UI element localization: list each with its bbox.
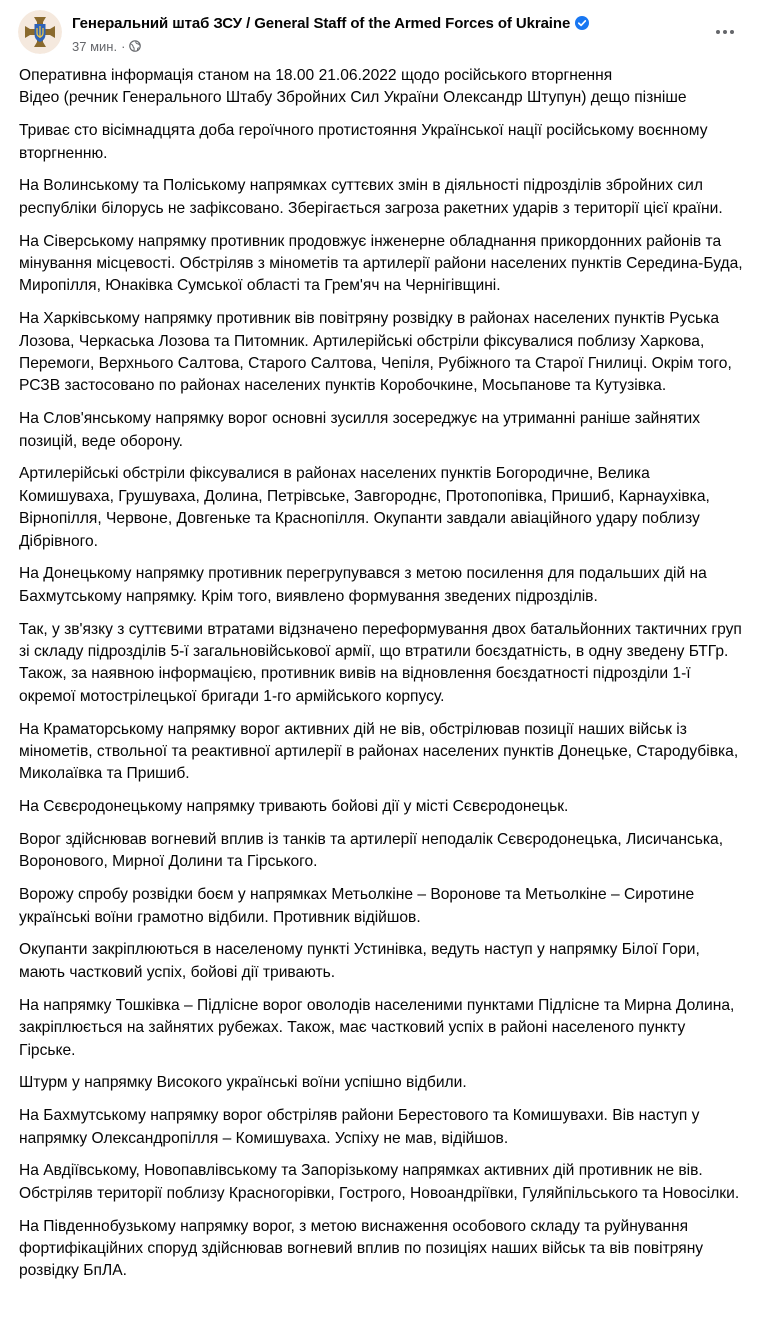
- post-paragraph: На Авдіївському, Новопавлівському та Запорізькому напрямках активних дій противник не вів. Обстріляв території поблизу Красногорівки, Гострого, Новоандріївки, Гуляйпільського та Новосілки.: [19, 1162, 740, 1202]
- post-paragraph: На Південнобузькому напрямку ворог, з метою виснаження особового складу та руйнування фортифікаційних споруд здійснював вогневий вплив по позиціях наших військ та вів повітряну розвідку БпЛА.: [19, 1217, 704, 1280]
- post-paragraph: На Сєвєродонецькому напрямку тривають бойові дії у місті Сєвєродонецьк.: [19, 798, 569, 816]
- post-meta: [72, 37, 692, 55]
- post-paragraph: На Донецькому напрямку противник перегрупувався з метою посилення для подальших дій на Бахмутському напрямку. Крім того, виявлено формування зведених підрозділів.: [19, 565, 707, 605]
- post-header: [18, 10, 743, 58]
- post-paragraph: Штурм у напрямку Високого українські воїни успішно відбили.: [19, 1074, 467, 1092]
- post-paragraph: На Сіверському напрямку противник продовжує інженерне обладнання прикордонних районів та мінування місцевості. Обстріляв з мінометів та артилерії райони населених пунктів Середина-Буда, Миропілля, Юнаківка Сумської області та Грем'яч на Чернігівщині.: [19, 232, 743, 295]
- verified-badge-icon: [575, 16, 589, 30]
- post-paragraph: На Краматорському напрямку ворог активних дій не вів, обстрілював позиції наших військ із мінометів, ствольної та реактивної артилерії в районах населених пунктів Донецьке, Стародубівка, Миколаївка та Пришиб.: [19, 720, 739, 783]
- meta-separator: ·: [121, 38, 126, 54]
- globe-icon: [129, 40, 141, 52]
- coat-of-arms-emblem-icon: [18, 10, 62, 54]
- post-paragraph: [19, 65, 744, 110]
- post-paragraph: На Слов'янському напрямку ворог основні зусилля зосереджує на утриманні раніше зайнятих позицій, веде оборону.: [19, 410, 701, 450]
- post-timestamp[interactable]: 37 мин.: [72, 38, 118, 54]
- page-avatar[interactable]: [18, 10, 62, 54]
- author-name[interactable]: Генеральний штаб ЗСУ / General Staff of the Armed Forces of Ukraine: [72, 14, 571, 32]
- post-paragraph: На Бахмутському напрямку ворог обстріляв райони Берестового та Комишувахи. Вів наступ у напрямку Олександропілля – Комишуваха. Успіху не мав, відійшов.: [19, 1107, 700, 1147]
- post-paragraph: На Волинському та Поліському напрямках суттєвих змін в діяльності підрозділів збройних сил республіки білорусь не зафіксовано. Зберігається загроза ракетних ударів з території цієї країни.: [19, 177, 723, 217]
- post-paragraph: Ворожу спробу розвідки боєм у напрямках Метьолкіне – Воронове та Метьолкіне – Сиротине українські воїни грамотно відбили. Противник відійшов.: [19, 886, 695, 926]
- post-paragraph: На напрямку Тошківка – Підлісне ворог оволодів населеними пунктами Підлісне та Мирна Долина, закріплюється на зайнятих рубежах. Також, має частковий успіх в районі населеного пункту Гірське.: [19, 996, 735, 1059]
- post-paragraph-line: Оперативна інформація станом на 18.00 21.06.2022 щодо російського вторгнення: [19, 67, 613, 84]
- post-paragraph: Триває сто вісімнадцята доба героїчного протистояння Української нації російському воєнному вторгненню.: [19, 122, 708, 162]
- author-line: [72, 12, 692, 34]
- post-text: [19, 65, 744, 1293]
- post-paragraph: Так, у зв'язку з суттєвими втратами відзначено переформування двох батальйонних тактичних груп зі складу підрозділів 5-ї загальновійськової армії, що втратили боєздатність, в одну зведену БТГр. Також, за наявною інформацією, противник вивів на відновлення боєздатності підрозділи 1-ї окремої мотострілецької бригади 1-го армійського корпусу.: [19, 620, 742, 705]
- author-block: [72, 12, 692, 55]
- more-options-icon: [716, 30, 734, 34]
- more-options-button[interactable]: [707, 14, 743, 50]
- post-paragraph: Артилерійські обстріли фіксувалися в районах населених пунктів Богородичне, Велика Комишуваха, Грушуваха, Долина, Петрівське, Завгороднє, Протопопівка, Пришиб, Карнаухівка, Вірнопілля, Червоне, Довгеньке та Краснопілля. Окупанти завдали авіаційного удару поблизу Дібрівного.: [19, 465, 710, 550]
- post-paragraph: На Харківському напрямку противник вів повітряну розвідку в районах населених пунктів Руська Лозова, Черкаська Лозова та Питомник. Артилерійські обстріли фіксувалися поблизу Харкова, Перемоги, Верхнього Салтова, Старого Салтова, Чепіля, Рубіжного та Старої Гнилиці. Окрім того, РСЗВ застосовано по районах населених пунктів Коробочкине, Мосьпанове та Кутузівка.: [19, 310, 732, 395]
- post-paragraph-line: Відео (речник Генерального Штабу Збройних Сил України Олександр Штупун) дещо пізніше: [19, 89, 687, 107]
- post-paragraph: Ворог здійснював вогневий вплив із танків та артилерії неподалік Сєвєродонецька, Лисичанська, Воронового, Мирної Долини та Гірського.: [19, 831, 724, 871]
- post-paragraph: Окупанти закріплюються в населеному пункті Устинівка, ведуть наступ у напрямку Білої Гори, мають частковий успіх, бойові дії тривають.: [19, 941, 700, 981]
